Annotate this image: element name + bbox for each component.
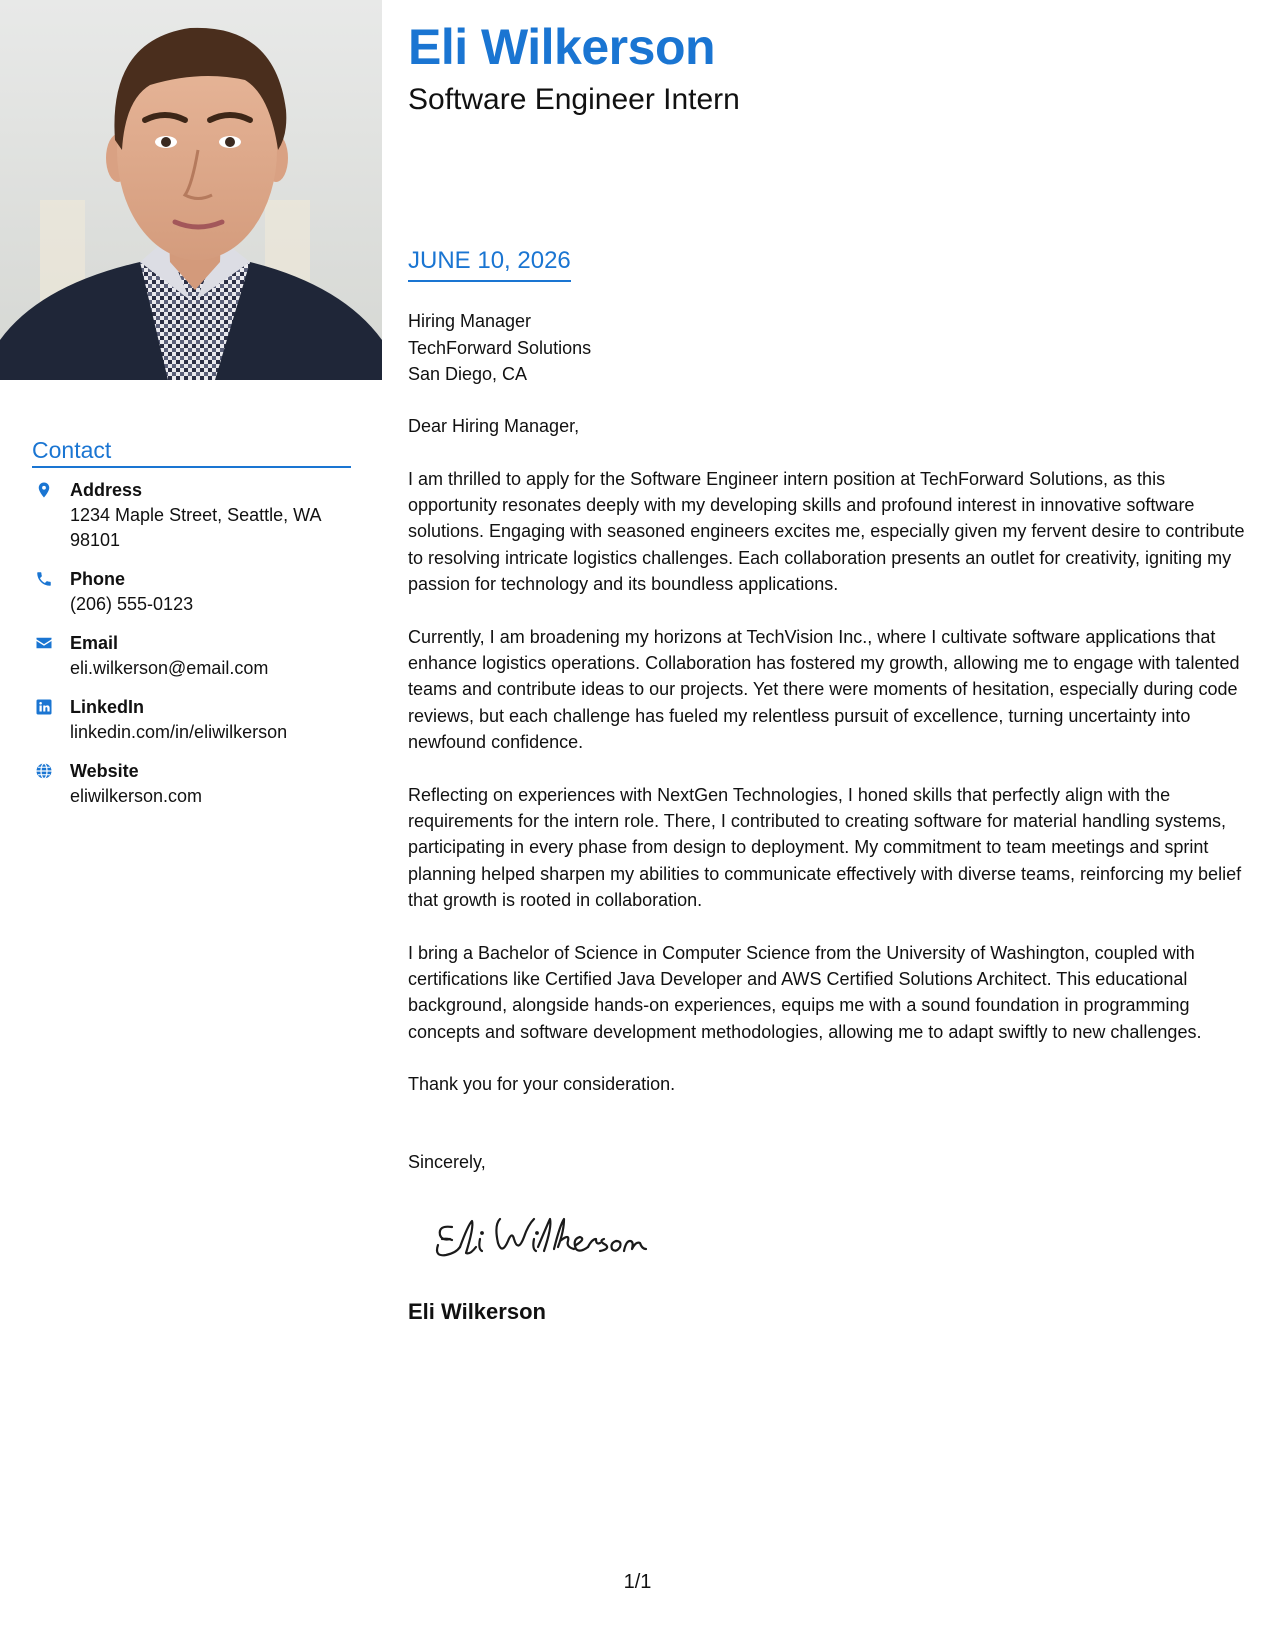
contact-label: Website — [70, 761, 139, 782]
email-value[interactable]: eli.wilkerson@email.com — [70, 658, 269, 679]
website-value[interactable]: eliwilkerson.com — [70, 786, 203, 807]
letter-date: JUNE 10, 2026 — [408, 248, 571, 282]
linkedin-value[interactable]: linkedin.com/in/eliwilkerson — [70, 722, 288, 743]
letter-body — [408, 413, 1248, 1124]
contact-linkedin — [32, 695, 351, 745]
letter-paragraph: Currently, I am broadening my horizons at TechVision Inc., where I cultivate software applications that enhance logistics operations. Collaboration has fostered my growth, allowing me to engage with talented teams and contribute ideas to our projects. Yet there were moments of hesitation, especially during code reviews, but each challenge has fueled my relentless pursuit of excellence, turning uncertainty into newfound confidence. — [408, 626, 1240, 752]
contact-heading: Contact — [32, 437, 351, 468]
globe-icon — [35, 762, 53, 780]
contact-section — [32, 437, 351, 823]
linkedin-icon — [35, 698, 53, 716]
letter-paragraph: I bring a Bachelor of Science in Computer Science from the University of Washington, coupled with certifications like Certified Java Developer and AWS Certified Solutions Architect. This educational background, alongside hands-on experiences, equips me with a sound foundation in programming concepts and software development methodologies, allowing me to adapt swiftly to new challenges. — [408, 942, 1202, 1042]
recipient-line: Hiring Manager — [408, 311, 532, 331]
profile-photo — [0, 0, 382, 380]
phone-icon — [35, 570, 53, 588]
salutation: Dear Hiring Manager, — [408, 416, 580, 436]
closing: Sincerely, — [408, 1152, 486, 1172]
envelope-icon — [35, 634, 53, 652]
phone-value: (206) 555-0123 — [70, 594, 194, 615]
contact-website — [32, 759, 351, 809]
letter-paragraph: I am thrilled to apply for the Software Engineer intern position at TechForward Solutions, as this opportunity resonates deeply with my developing skills and profound interest in innovative software solutions. Engaging with seasoned engineers excites me, especially given my fervent desire to contribute to resolving intricate logistics challenges. Each collaboration presents an outlet for creativity, igniting my passion for technology and its boundless applications. — [408, 468, 1245, 594]
address-value: 1234 Maple Street, Seattle, WA 98101 — [70, 505, 321, 551]
contact-phone — [32, 567, 351, 617]
job-title: Software Engineer Intern — [408, 83, 740, 116]
applicant-name: Eli Wilkerson — [408, 19, 716, 75]
contact-label: Email — [70, 633, 119, 654]
letter-paragraph: Reflecting on experiences with NextGen Technologies, I honed skills that perfectly align with the requirements for the intern role. There, I contributed to creating software for material handling systems, participating in every phase from design to deployment. My commitment to team meetings and sprint planning helped sharpen my abilities to communicate effectively with diverse teams, reinforcing my belief that growth is rooted in collaboration. — [408, 784, 1242, 910]
recipient-line: San Diego, CA — [408, 364, 528, 384]
contact-address — [32, 478, 351, 553]
map-pin-icon — [35, 481, 53, 499]
recipient-line: TechForward Solutions — [408, 337, 592, 358]
contact-label: Address — [70, 480, 143, 501]
contact-label: LinkedIn — [70, 697, 145, 718]
letter-paragraph: Thank you for your consideration. — [408, 1074, 676, 1095]
signature-image — [430, 1205, 660, 1265]
recipient-block — [408, 308, 591, 388]
contact-email — [32, 631, 351, 681]
contact-label: Phone — [70, 569, 126, 590]
page-number: 1/1 — [623, 1571, 652, 1593]
signer-name: Eli Wilkerson — [408, 1299, 546, 1324]
